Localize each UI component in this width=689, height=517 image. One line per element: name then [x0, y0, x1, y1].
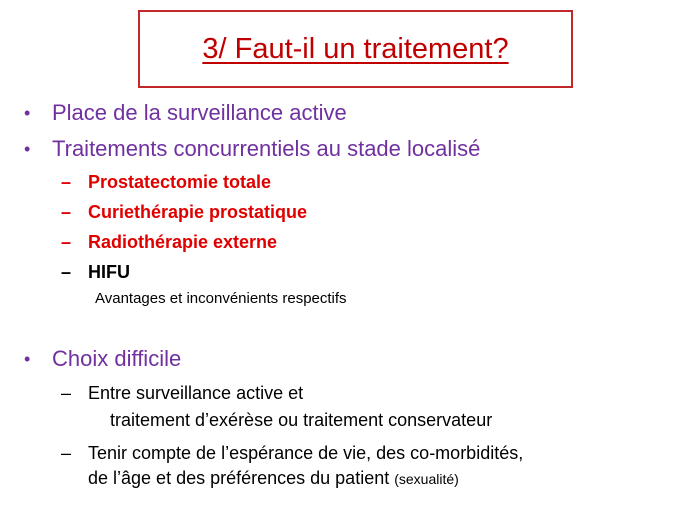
bullet-icon: • [24, 139, 31, 159]
choice-text: Entre surveillance active et [88, 383, 304, 403]
treatment-text: Curiethérapie prostatique [88, 202, 308, 222]
bullet-surveillance [24, 100, 347, 126]
dash-icon: – [61, 172, 72, 192]
treatment-text: Prostatectomie totale [88, 172, 272, 192]
bullet-text: Traitements concurrentiels au stade localisé [52, 136, 481, 161]
title-box [138, 10, 573, 88]
treatment-item [61, 232, 278, 253]
slide-title: 3/ Faut-il un traitement? [202, 32, 509, 65]
treatment-text: HIFU [88, 262, 130, 282]
choice-item [61, 383, 304, 404]
bullet-icon: • [24, 103, 31, 123]
bullet-traitements [24, 136, 481, 162]
treatment-item [61, 262, 130, 283]
dash-icon: – [61, 443, 72, 463]
bullet-text: Choix difficile [52, 346, 182, 371]
treatment-item [61, 172, 272, 193]
dash-icon: – [61, 383, 72, 403]
choice-continuation: traitement d’exérèse ou traitement conservateur [110, 410, 493, 430]
choice-continuation [88, 468, 459, 489]
dash-icon: – [61, 232, 72, 252]
treatments-note: Avantages et inconvénients respectifs [95, 290, 347, 307]
choice-note: (sexualité) [394, 471, 459, 487]
choice-item [61, 443, 524, 464]
choice-text: Tenir compte de l’espérance de vie, des co-morbidités, [88, 443, 524, 463]
treatment-item [61, 202, 308, 223]
bullet-icon: • [24, 349, 31, 369]
bullet-choix [24, 346, 182, 372]
treatment-text: Radiothérapie externe [88, 232, 278, 252]
choice-text: de l’âge et des préférences du patient [88, 468, 390, 488]
bullet-text: Place de la surveillance active [52, 100, 347, 125]
dash-icon: – [61, 202, 72, 222]
dash-icon: – [61, 262, 72, 282]
